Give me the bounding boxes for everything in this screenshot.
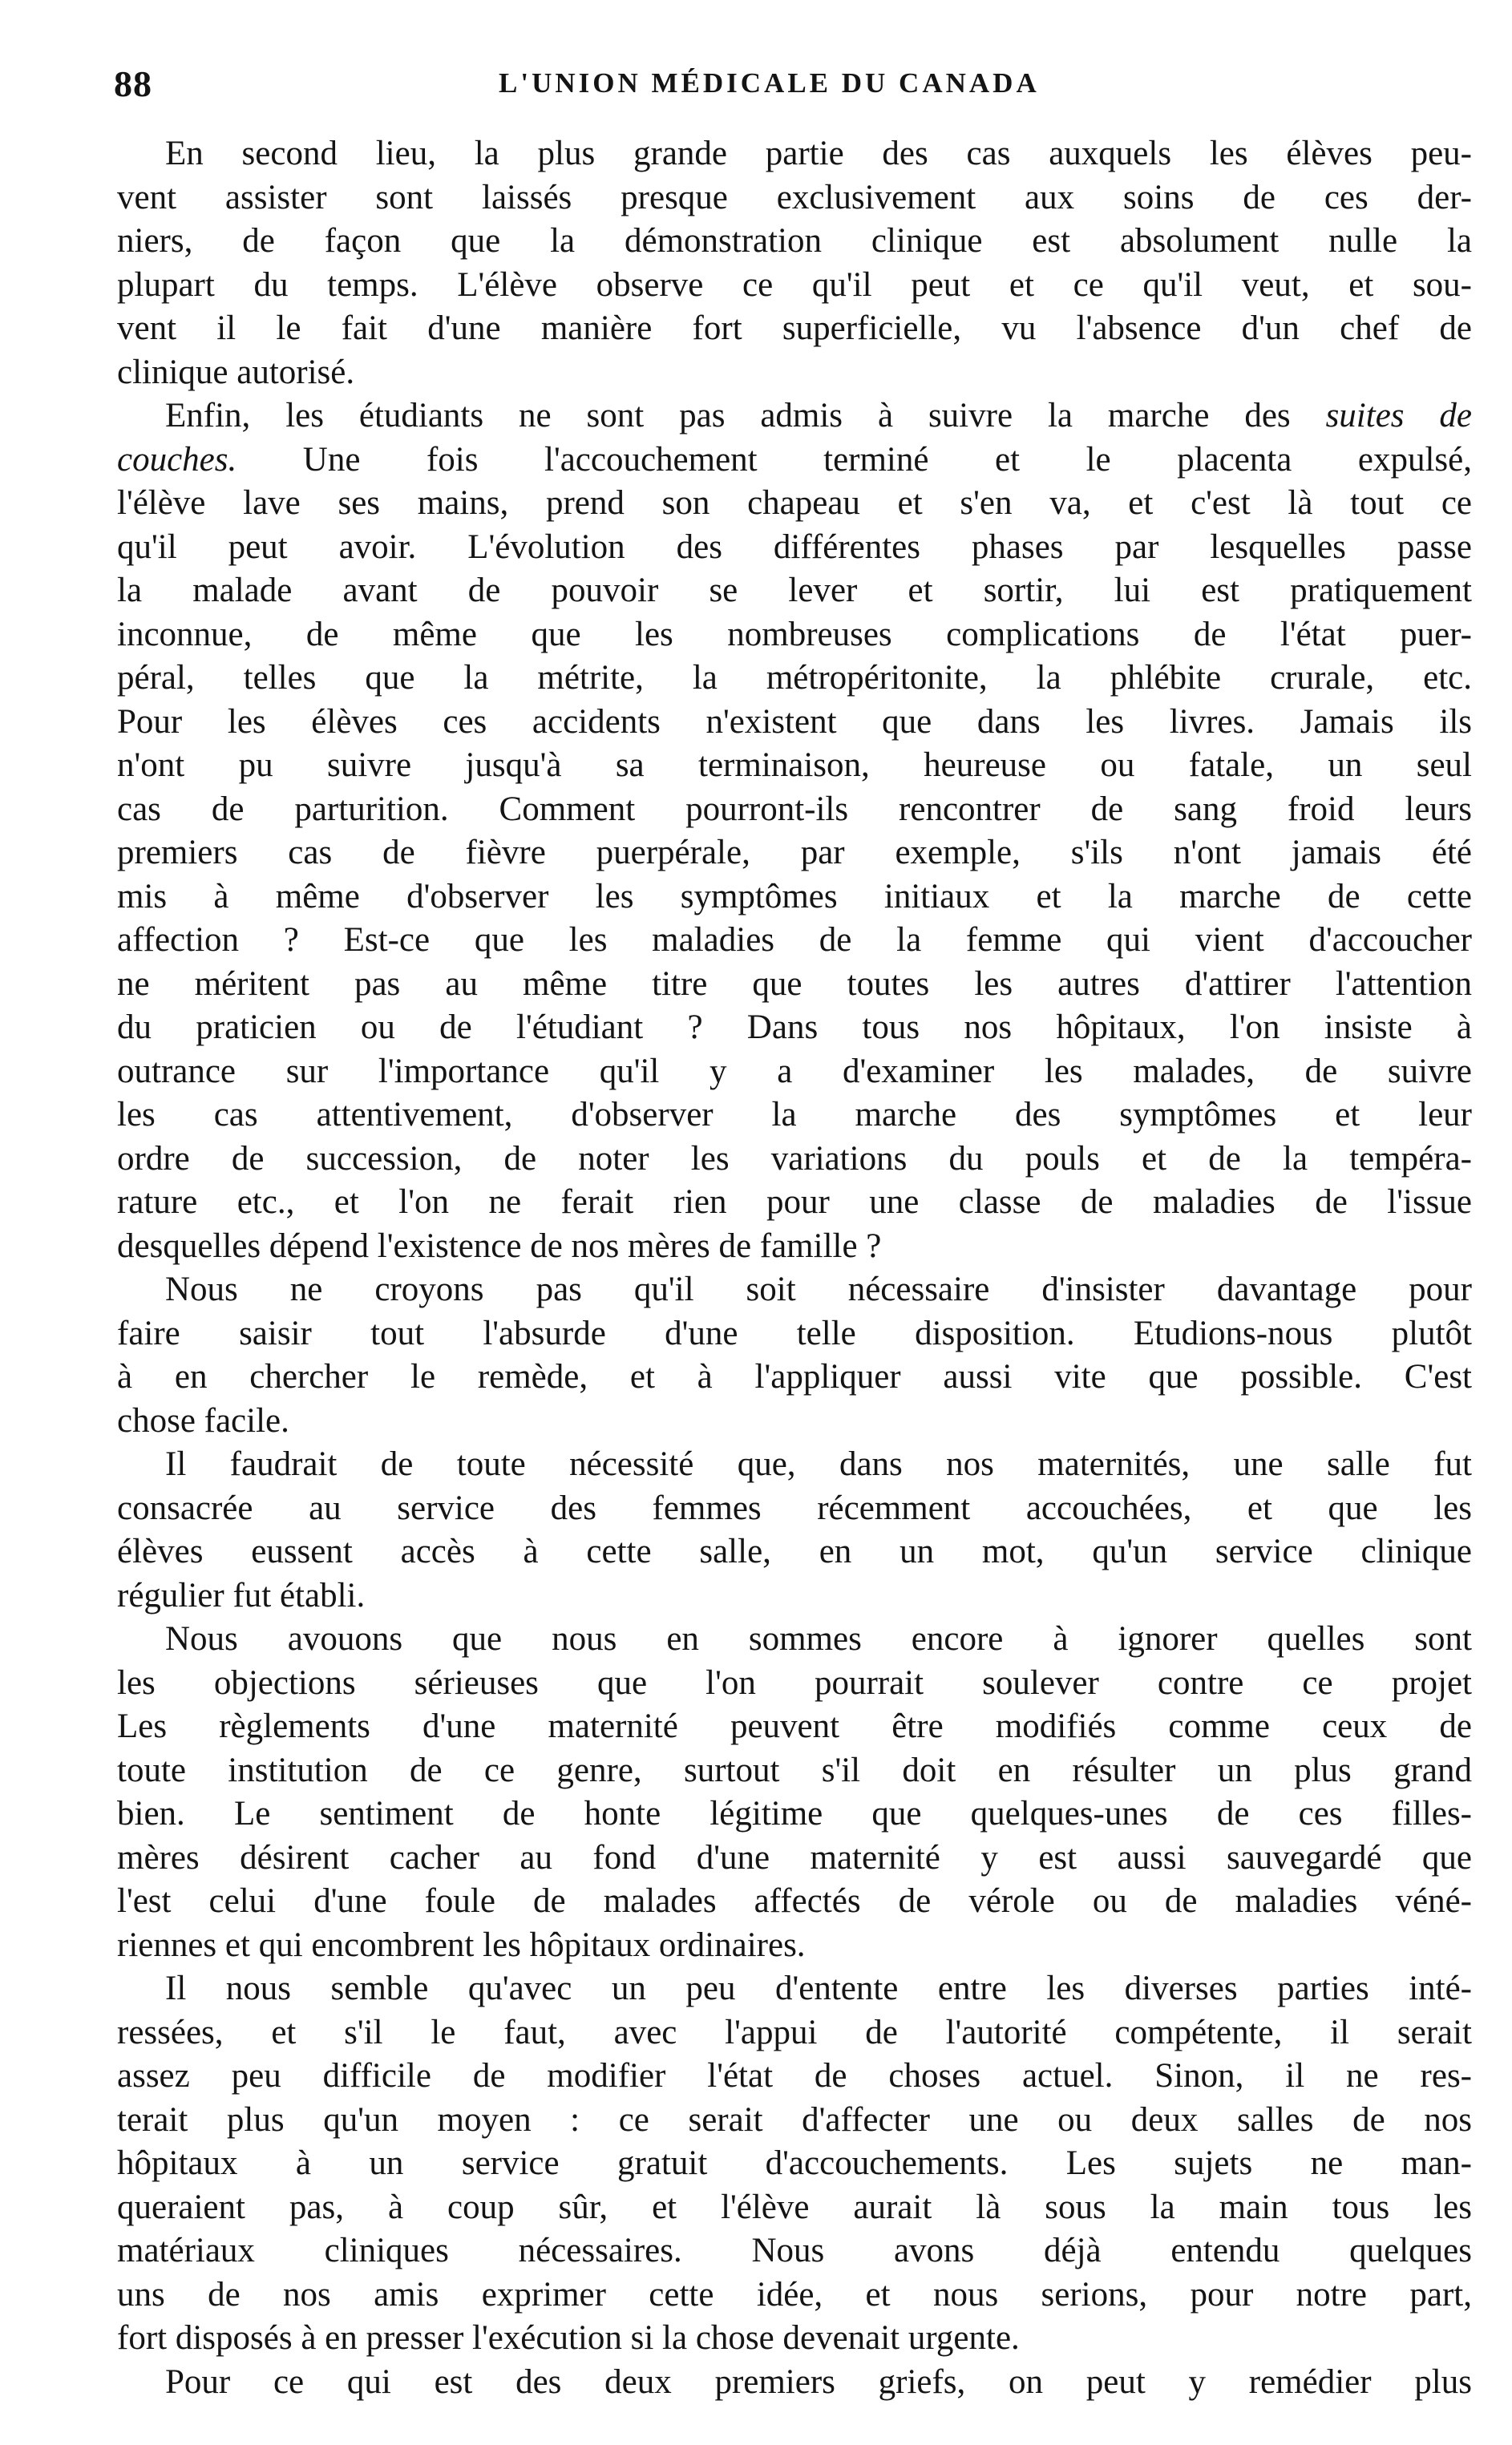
line-text: les objections sérieuses que l'on pourrait soulever contre ce projet [117, 1663, 1472, 1702]
text-line [117, 351, 1472, 395]
line-text: Une fois l'accouchement terminé et le placenta expulsé, [302, 440, 1473, 479]
line-text: faire saisir tout l'absurde d'une telle disposition. Etudions-nous plutôt [117, 1314, 1472, 1352]
line-text: l'est celui d'une foule de malades affectés de vérole ou de maladies véné- [117, 1882, 1472, 1920]
line-text: consacrée au service des femmes récemment accouchées, et que les [117, 1489, 1472, 1527]
line-text: terait plus qu'un moyen : ce serait d'affecter une ou deux salles de nos [117, 2100, 1472, 2139]
line-text: Pour les élèves ces accidents n'existent que dans les livres. Jamais ils [117, 702, 1472, 741]
text-line [117, 1924, 1472, 1968]
text-line [117, 963, 1472, 1007]
text-line [117, 220, 1472, 264]
text-line [117, 2186, 1472, 2230]
line-text: toute institution de ce genre, surtout s'il doit en résulter un plus grand [117, 1751, 1472, 1789]
line-text: du praticien ou de l'étudiant ? Dans tous nos hôpitaux, l'on insiste à [117, 1008, 1472, 1046]
text-line [117, 1356, 1472, 1400]
text-line [117, 2229, 1472, 2273]
text-line [117, 264, 1472, 308]
text-line [117, 1268, 1472, 1312]
line-text: premiers cas de fièvre puerpérale, par exemple, s'ils n'ont jamais été [117, 834, 1472, 871]
line-text: ordre de succession, de noter les variations du pouls et de la tempéra- [117, 1139, 1472, 1178]
text-line [117, 2055, 1472, 2099]
line-text: riennes et qui encombrent les hôpitaux ordinaires. [117, 1926, 806, 1964]
line-text: les cas attentivement, d'observer la marche des symptômes et leur [117, 1096, 1472, 1134]
line-text: élèves eussent accès à cette salle, en un mot, qu'un service clinique [117, 1533, 1472, 1570]
line-text: régulier fut établi. [117, 1576, 366, 1615]
text-line [117, 1749, 1472, 1793]
line-text: niers, de façon que la démonstration clinique est absolument nulle la [117, 222, 1472, 260]
text-line [117, 394, 1472, 438]
line-text: ressées, et s'il le faut, avec l'appui de l'autorité compétente, il serait [117, 2013, 1472, 2051]
line-text: clinique autorisé. [117, 353, 355, 391]
text-line [117, 1487, 1472, 1531]
line-text: ne méritent pas au même titre que toutes les autres d'attirer l'attention [117, 964, 1472, 1003]
text-line [117, 2361, 1472, 2405]
text-line [117, 1967, 1472, 2011]
text-line [117, 482, 1472, 526]
line-text: Il nous semble qu'avec un peu d'entente entre les diverses parties inté- [165, 1970, 1472, 2007]
line-text: affection ? Est-ce que les maladies de la femme qui vient d'accoucher [117, 921, 1472, 959]
article-body [117, 132, 1472, 2404]
text-line [117, 657, 1472, 701]
line-text: Pour ce qui est des deux premiers griefs, on peut y remédier plus [165, 2362, 1472, 2401]
text-line [117, 788, 1472, 832]
line-text: cas de parturition. Comment pourront-ils rencontrer de sang froid leurs [117, 790, 1472, 828]
text-line [117, 613, 1472, 657]
text-line [117, 1530, 1472, 1574]
page-header [114, 63, 1469, 111]
text-line [117, 1006, 1472, 1050]
text-line [117, 919, 1472, 963]
running-title: L'UNION MÉDICALE DU CANADA [499, 67, 1040, 99]
line-text: hôpitaux à un service gratuit d'accouchements. Les sujets ne man- [117, 2144, 1472, 2182]
text-line [117, 2317, 1472, 2361]
text-line [117, 2142, 1472, 2186]
text-line [117, 1138, 1472, 1182]
text-line [117, 2011, 1472, 2055]
text-line [117, 831, 1472, 875]
line-text: matériaux cliniques nécessaires. Nous avons déjà entendu quelques [117, 2232, 1472, 2269]
line-text: mères désirent cacher au fond d'une maternité y est aussi sauvegardé que [117, 1838, 1472, 1877]
line-text: inconnue, de même que les nombreuses complications de l'état puer- [117, 615, 1472, 653]
text-line [117, 1662, 1472, 1706]
text-line [117, 1312, 1472, 1356]
text-line [117, 1400, 1472, 1444]
text-line [117, 2273, 1472, 2318]
text-line [117, 438, 1472, 483]
line-text: chose facile. [117, 1401, 289, 1440]
line-text: En second lieu, la plus grande partie des cas auxquels les élèves peu- [165, 135, 1472, 172]
text-line [117, 1443, 1472, 1487]
text-line [117, 176, 1472, 220]
text-line [117, 1093, 1472, 1138]
line-text: queraient pas, à coup sûr, et l'élève aurait là sous la main tous les [117, 2188, 1472, 2226]
line-text: Il faudrait de toute nécessité que, dans nos maternités, une salle fut [165, 1445, 1472, 1483]
text-line [117, 1880, 1472, 1924]
line-text: plupart du temps. L'élève observe ce qu'il peut et ce qu'il veut, et sou- [117, 265, 1472, 304]
text-line [117, 307, 1472, 351]
text-line [117, 701, 1472, 745]
italic-text: suites de [1325, 397, 1473, 434]
line-text: assez peu difficile de modifier l'état de choses actuel. Sinon, il ne res- [117, 2057, 1472, 2095]
line-text: la malade avant de pouvoir se lever et sortir, lui est pratiquement [117, 572, 1472, 609]
text-line [117, 569, 1472, 613]
line-text: uns de nos amis exprimer cette idée, et nous serions, pour notre part, [117, 2275, 1472, 2314]
line-text: bien. Le sentiment de honte légitime que quelques-unes de ces filles- [117, 1795, 1472, 1833]
text-line [117, 744, 1472, 788]
line-text: vent il le fait d'une manière fort superficielle, vu l'absence d'un chef de [117, 309, 1472, 347]
text-line [117, 1618, 1472, 1662]
line-text: rature etc., et l'on ne ferait rien pour une classe de maladies de l'issue [117, 1183, 1472, 1221]
line-text: qu'il peut avoir. L'évolution des différentes phases par lesquelles passe [117, 527, 1472, 566]
line-text: fort disposés à en presser l'exécution si la chose devenait urgente. [117, 2319, 1020, 2357]
italic-text: couches. [117, 440, 237, 479]
text-line [117, 1225, 1472, 1269]
line-text: outrance sur l'importance qu'il y a d'examiner les malades, de suivre [117, 1052, 1472, 1090]
line-text: n'ont pu suivre jusqu'à sa terminaison, heureuse ou fatale, un seul [117, 746, 1472, 784]
text-line [117, 1574, 1472, 1619]
line-text: mis à même d'observer les symptômes initiaux et la marche de cette [117, 877, 1472, 915]
text-line [117, 132, 1472, 176]
line-text: Les règlements d'une maternité peuvent être modifiés comme ceux de [117, 1707, 1472, 1745]
line-text: Nous ne croyons pas qu'il soit nécessaire d'insister davantage pour [165, 1271, 1472, 1308]
text-line [117, 1792, 1472, 1837]
text-line [117, 1837, 1472, 1881]
line-text: péral, telles que la métrite, la métropéritonite, la phlébite crurale, etc. [117, 659, 1472, 697]
page-number: 88 [114, 63, 152, 104]
text-line [117, 1181, 1472, 1225]
line-text: l'élève lave ses mains, prend son chapeau et s'en va, et c'est là tout ce [117, 484, 1472, 522]
line-text: desquelles dépend l'existence de nos mères de famille ? [117, 1227, 882, 1265]
line-text: à en chercher le remède, et à l'appliquer aussi vite que possible. C'est [117, 1358, 1472, 1396]
text-line [117, 1705, 1472, 1749]
text-line [117, 526, 1472, 570]
text-line [117, 1050, 1472, 1094]
line-text: Enfin, les étudiants ne sont pas admis à suivre la marche des [165, 397, 1291, 434]
line-text: vent assister sont laissés presque exclusivement aux soins de ces der- [117, 178, 1472, 216]
text-line [117, 875, 1472, 919]
text-line [117, 2099, 1472, 2143]
line-text: Nous avouons que nous en sommes encore à ignorer quelles sont [165, 1620, 1472, 1658]
